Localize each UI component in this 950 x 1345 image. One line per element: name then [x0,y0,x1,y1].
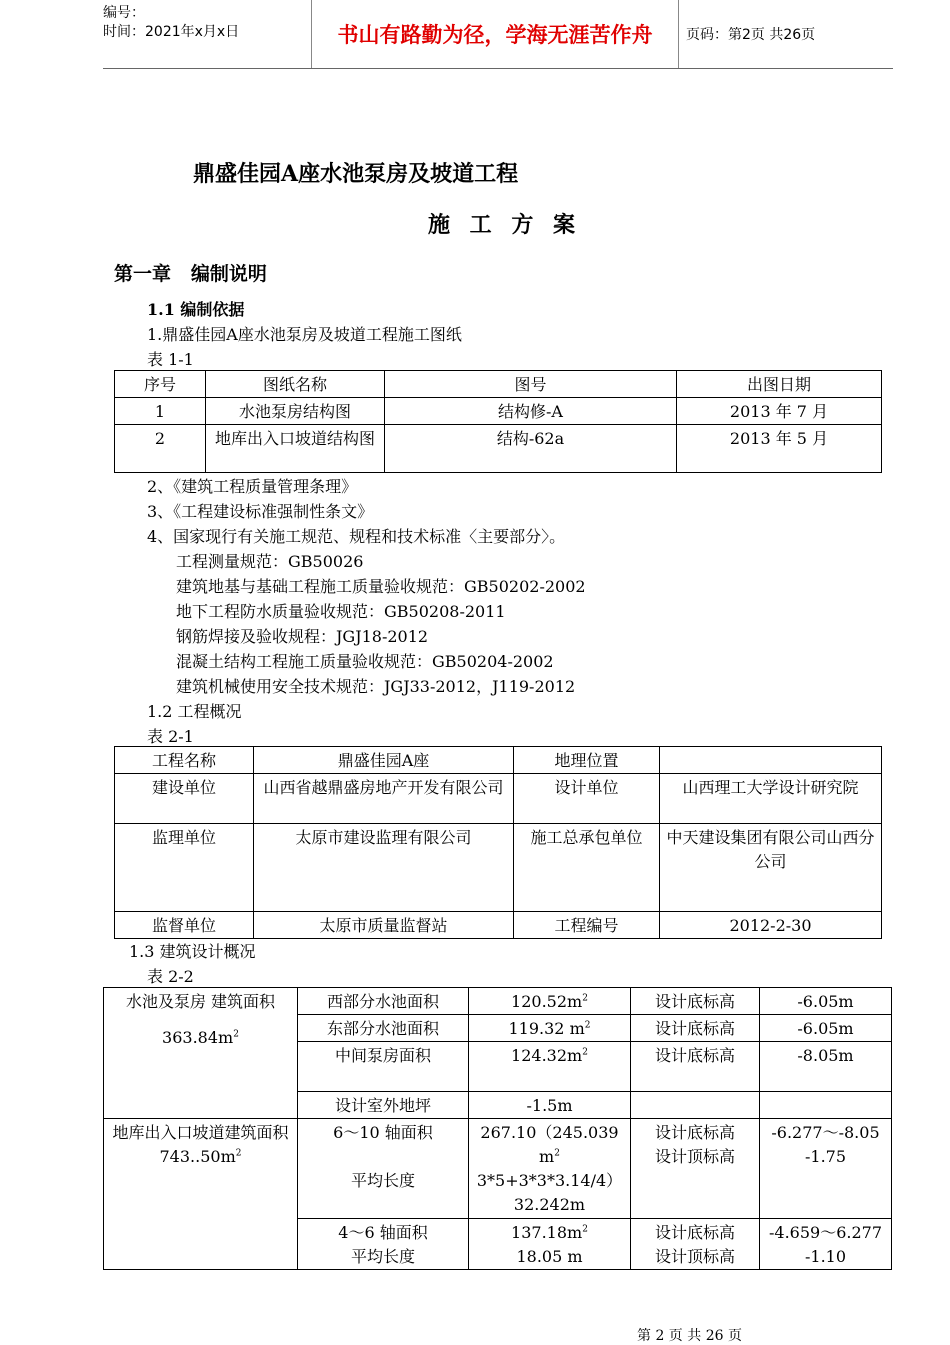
ramp-area-label: 地库出入口坡道建筑面积 [112,1123,289,1142]
section-1-3: 1.3 建筑设计概况 [129,942,256,961]
building-design-table [103,987,892,1270]
table-cell: 267.10（245.039 $m^2$ 3*5+3*3*3.14/4） 32.242m [469,1119,631,1219]
table-cell: 地理位置 [514,747,660,774]
table-cell [660,747,882,774]
chapter-heading: 第一章 编制说明 [114,263,267,285]
standard-item: 地下工程防水质量验收规范：GB50208-2011 [176,602,506,621]
table-cell: 2013 年 5 月 [677,425,882,473]
table-cell: 设计底标高 [631,1015,760,1042]
table-cell: 西部分水池面积 [298,988,469,1015]
table-cell: 山西省越鼎盛房地产开发有限公司 [254,774,514,824]
ref-item-3: 3、《工程建设标准强制性条文》 [147,502,374,521]
table-label-1-1: 表 1-1 [147,350,194,369]
header-meta [103,0,311,72]
table-cell: 2013 年 7 月 [677,398,882,425]
table-cell: 设计底标高 [631,1042,760,1092]
ref-item-1: 1.鼎盛佳园A座水池泵房及坡道工程施工图纸 [147,325,462,344]
ramp-area-value: $743..50m^2$ [159,1147,242,1166]
table-cell: 鼎盛佳园A座 [254,747,514,774]
table-cell: 设计底标高 设计顶标高 [631,1219,760,1270]
table-cell: 2 [115,425,206,473]
table-header: 图号 [385,371,677,398]
table-label-2-1: 表 2-1 [147,727,194,746]
ref-item-2: 2、《建筑工程质量管理条理》 [147,477,358,496]
standard-item: 工程测量规范：GB50026 [176,552,364,571]
table-cell: 119.32 $m^2$ [469,1015,631,1042]
table-cell: $137.18m^2$ 18.05 m [469,1219,631,1270]
table-cell: -6.277～-8.05 -1.75 [760,1119,892,1219]
table-header: 图纸名称 [206,371,385,398]
table-cell: 施工总承包单位 [514,824,660,912]
table-cell: 结构修-A [385,398,677,425]
table-cell: 6～10 轴面积 平均长度 [298,1119,469,1219]
table-cell: 太原市建设监理有限公司 [254,824,514,912]
table-cell: 太原市质量监督站 [254,912,514,939]
table-cell: 设计底标高 设计顶标高 [631,1119,760,1219]
header-number: 编号： [103,5,145,21]
section-1-1: 1.1 编制依据 [147,300,245,319]
project-info-table [114,746,882,939]
doc-subtitle: 施 工 方 案 [428,212,581,238]
section-1-2: 1.2 工程概况 [147,702,242,721]
table-cell: -8.05m [760,1042,892,1092]
table-cell: 水池泵房结构图 [206,398,385,425]
table-cell: 工程名称 [115,747,254,774]
table-cell: $120.52m^2$ [469,988,631,1015]
table-label-2-2: 表 2-2 [147,967,194,986]
standard-item: 钢筋焊接及验收规程：JGJ18-2012 [176,627,429,646]
header-motto: 书山有路勤为径，学海无涯苦作舟 [311,0,679,68]
table-cell: 中间泵房面积 [298,1042,469,1092]
table-cell: -1.5m [469,1092,631,1119]
table-cell: 监督单位 [115,912,254,939]
page-footer: 第 2 页 共 26 页 [637,1328,742,1344]
table-cell [760,1092,892,1119]
table-cell: 中天建设集团有限公司山西分公司 [660,824,882,912]
ref-item-4: 4、国家现行有关施工规范、规程和技术标准〈主要部分〉。 [147,527,566,546]
table-header: 序号 [115,371,206,398]
table-cell: 设计单位 [514,774,660,824]
doc-title: 鼎盛佳园A座水池泵房及坡道工程 [193,161,519,187]
table-cell: 东部分水池面积 [298,1015,469,1042]
table-cell: 2012-2-30 [660,912,882,939]
table-cell [104,1119,298,1270]
table-cell: 工程编号 [514,912,660,939]
table-cell: 监理单位 [115,824,254,912]
table-cell: 建设单位 [115,774,254,824]
table-cell: 1 [115,398,206,425]
table-cell [104,988,298,1119]
table-cell: -4.659～6.277 -1.10 [760,1219,892,1270]
header-page: 页码：第2页 共26页 [686,27,816,43]
table-cell: -6.05m [760,988,892,1015]
page-header [103,0,893,69]
drawing-table [114,370,882,473]
table-cell: 4～6 轴面积 平均长度 [298,1219,469,1270]
header-time: 时间：2021年x月x日 [103,24,240,40]
table-cell: 设计底标高 [631,988,760,1015]
table-cell: 结构-62a [385,425,677,473]
area-value: $363.84m^2$ [162,1028,239,1047]
table-cell: $124.32m^2$ [469,1042,631,1092]
table-cell: -6.05m [760,1015,892,1042]
table-cell [631,1092,760,1119]
standard-item: 建筑机械使用安全技术规范：JGJ33-2012，J119-2012 [176,677,576,696]
table-header: 出图日期 [677,371,882,398]
standard-item: 混凝土结构工程施工质量验收规范：GB50204-2002 [176,652,554,671]
table-cell: 山西理工大学设计研究院 [660,774,882,824]
standard-item: 建筑地基与基础工程施工质量验收规范：GB50202-2002 [176,577,586,596]
table-cell: 设计室外地坪 [298,1092,469,1119]
area-label: 水池及泵房 建筑面积 [125,992,276,1011]
table-cell: 地库出入口坡道结构图 [206,425,385,473]
